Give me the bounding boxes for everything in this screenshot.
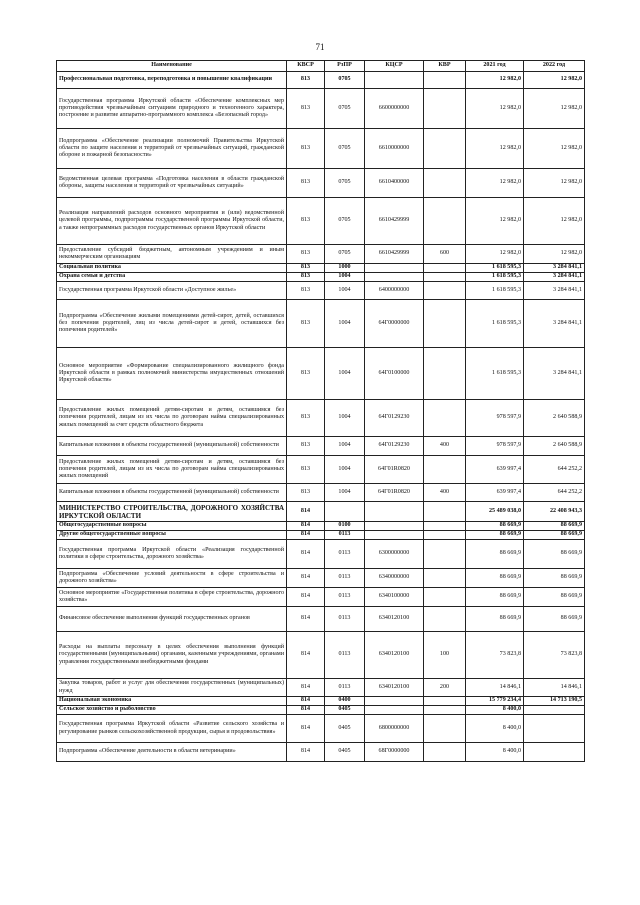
- row-kcsr-cell: 64Г0129230: [365, 437, 424, 456]
- row-kvr-cell: [424, 72, 466, 89]
- row-kvr-cell: [424, 502, 466, 522]
- row-kvr-cell: 400: [424, 437, 466, 456]
- row-2022-cell: 3 284 841,1: [524, 300, 585, 348]
- row-2021-cell: 12 982,0: [466, 198, 524, 245]
- row-kvr-cell: [424, 569, 466, 588]
- row-2022-cell: 88 669,9: [524, 522, 585, 531]
- row-kvr-cell: [424, 697, 466, 706]
- table-row: [57, 400, 585, 437]
- table-row: [57, 264, 585, 273]
- row-name-cell: Подпрограмма «Обеспечение реализации полномочий Правительства Иркутской области по защите населения и территорий от чрезвычайных ситуаций, гражданской обороне и пожарной безопасности»: [57, 129, 287, 169]
- row-kvr-cell: 400: [424, 484, 466, 502]
- table-body: [57, 72, 585, 762]
- row-2022-cell: [524, 706, 585, 715]
- row-kvsr-cell: 813: [287, 264, 325, 273]
- row-name-cell: Охрана семьи и детства: [57, 273, 287, 282]
- row-kvr-cell: [424, 743, 466, 762]
- page-number: 71: [315, 42, 325, 52]
- row-2021-cell: 1 618 595,3: [466, 300, 524, 348]
- row-kcsr-cell: 6800000000: [365, 715, 424, 743]
- table-header-row: [57, 61, 585, 72]
- row-2022-cell: 12 982,0: [524, 129, 585, 169]
- row-kvr-cell: [424, 273, 466, 282]
- row-rzpr-cell: 1004: [325, 484, 365, 502]
- row-2022-cell: 22 408 943,3: [524, 502, 585, 522]
- table-row: [57, 169, 585, 198]
- row-name-cell: Государственная программа Иркутской области «Обеспечение комплексных мер противодействия чрезвычайным ситуациям природного и техногенного характера, построение и развитие аппаратно-программного комплекса «Безопасный город»: [57, 89, 287, 129]
- row-2021-cell: 12 982,0: [466, 129, 524, 169]
- row-kcsr-cell: 6340120100: [365, 679, 424, 697]
- row-rzpr-cell: 0113: [325, 632, 365, 679]
- row-kcsr-cell: [365, 697, 424, 706]
- table-row: [57, 607, 585, 632]
- row-kcsr-cell: 6610429999: [365, 245, 424, 264]
- row-name-cell: Государственная программа Иркутской области «Реализация государственной политики в сфере строительства, дорожного хозяйства»: [57, 540, 287, 569]
- table-row: [57, 72, 585, 89]
- table-row: [57, 540, 585, 569]
- row-name-cell: Другие общегосударственные вопросы: [57, 531, 287, 540]
- row-2022-cell: 12 982,0: [524, 72, 585, 89]
- row-kcsr-cell: 6610429999: [365, 198, 424, 245]
- row-kcsr-cell: 64Г0000000: [365, 300, 424, 348]
- row-name-cell: Подпрограмма «Обеспечение жилыми помещениями детей-сирот, детей, оставшихся без попечения родителей, лиц из числа детей-сирот и детей, оставшихся без попечения родителей»: [57, 300, 287, 348]
- row-kvr-cell: [424, 715, 466, 743]
- row-2022-cell: 2 640 588,9: [524, 400, 585, 437]
- row-name-cell: Подпрограмма «Обеспечение деятельности в области ветеринарии»: [57, 743, 287, 762]
- header-kcsr: КЦСР: [365, 61, 424, 72]
- row-2021-cell: 12 982,0: [466, 89, 524, 129]
- row-kvsr-cell: 814: [287, 706, 325, 715]
- row-name-cell: Финансовое обеспечение выполнения функций государственных органов: [57, 607, 287, 632]
- table-row: [57, 531, 585, 540]
- row-name-cell: Предоставление жилых помещений детям-сиротам и детям, оставшимся без попечения родителей, лицам из их числа по договорам найма специализированных жилых помещений: [57, 456, 287, 484]
- row-rzpr-cell: 0113: [325, 607, 365, 632]
- row-kvsr-cell: 813: [287, 169, 325, 198]
- row-kcsr-cell: 6300000000: [365, 540, 424, 569]
- row-rzpr-cell: 0405: [325, 715, 365, 743]
- row-kvr-cell: [424, 129, 466, 169]
- row-2022-cell: [524, 743, 585, 762]
- row-kvr-cell: [424, 282, 466, 300]
- row-kvsr-cell: 813: [287, 348, 325, 400]
- row-2021-cell: 8 400,0: [466, 743, 524, 762]
- row-2021-cell: 88 669,9: [466, 607, 524, 632]
- table-row: [57, 89, 585, 129]
- row-rzpr-cell: 0705: [325, 245, 365, 264]
- table-row: [57, 706, 585, 715]
- row-2021-cell: 1 618 595,3: [466, 264, 524, 273]
- header-kvsr: КВСР: [287, 61, 325, 72]
- row-kvsr-cell: 814: [287, 531, 325, 540]
- row-kvsr-cell: 813: [287, 400, 325, 437]
- table-row: [57, 632, 585, 679]
- table-row: [57, 129, 585, 169]
- row-name-cell: Закупка товаров, работ и услуг для обеспечения государственных (муниципальных) нужд: [57, 679, 287, 697]
- row-name-cell: Капитальные вложения в объекты государственной (муниципальной) собственности: [57, 484, 287, 502]
- row-rzpr-cell: 1004: [325, 282, 365, 300]
- row-2021-cell: 12 982,0: [466, 169, 524, 198]
- row-rzpr-cell: 1000: [325, 264, 365, 273]
- row-kvr-cell: [424, 348, 466, 400]
- row-kvsr-cell: 813: [287, 456, 325, 484]
- row-rzpr-cell: 0705: [325, 129, 365, 169]
- header-name: Наименование: [57, 61, 287, 72]
- row-kvsr-cell: 814: [287, 540, 325, 569]
- table-row: [57, 245, 585, 264]
- row-name-cell: Ведомственная целевая программа «Подготовка населения в области гражданской обороны, защиты населения и территорий от чрезвычайных ситуаций»: [57, 169, 287, 198]
- row-2022-cell: 12 982,0: [524, 89, 585, 129]
- row-kvr-cell: [424, 456, 466, 484]
- row-2022-cell: 73 823,8: [524, 632, 585, 679]
- table-row: [57, 569, 585, 588]
- row-kvsr-cell: 813: [287, 437, 325, 456]
- row-2021-cell: 73 823,8: [466, 632, 524, 679]
- row-2022-cell: 3 284 841,1: [524, 273, 585, 282]
- header-kvr: КВР: [424, 61, 466, 72]
- row-kcsr-cell: 64Г0100000: [365, 348, 424, 400]
- row-2021-cell: 8 400,0: [466, 706, 524, 715]
- row-name-cell: Основное мероприятие «Формирование специализированного жилищного фонда Иркутской области в рамках полномочий министерства имущественных отношений Иркутской области»: [57, 348, 287, 400]
- row-rzpr-cell: 0400: [325, 697, 365, 706]
- row-kvr-cell: [424, 169, 466, 198]
- row-2021-cell: 1 618 595,3: [466, 273, 524, 282]
- table-row: [57, 715, 585, 743]
- row-name-cell: Государственная программа Иркутской области «Доступное жилье»: [57, 282, 287, 300]
- row-rzpr-cell: 1004: [325, 300, 365, 348]
- row-rzpr-cell: 0113: [325, 588, 365, 607]
- row-2021-cell: 15 779 234,4: [466, 697, 524, 706]
- row-kcsr-cell: [365, 522, 424, 531]
- row-kvsr-cell: 814: [287, 679, 325, 697]
- row-kvr-cell: [424, 264, 466, 273]
- row-2021-cell: 1 618 595,3: [466, 282, 524, 300]
- row-kcsr-cell: [365, 706, 424, 715]
- row-kcsr-cell: [365, 531, 424, 540]
- row-name-cell: Подпрограмма «Обеспечение условий деятельности в сфере строительства и дорожного хозяйства»: [57, 569, 287, 588]
- row-rzpr-cell: 0405: [325, 706, 365, 715]
- row-kcsr-cell: 6340120100: [365, 632, 424, 679]
- table-row: [57, 282, 585, 300]
- row-2022-cell: 88 669,9: [524, 531, 585, 540]
- row-name-cell: МИНИСТЕРСТВО СТРОИТЕЛЬСТВА, ДОРОЖНОГО ХОЗЯЙСТВА ИРКУТСКОЙ ОБЛАСТИ: [57, 502, 287, 522]
- row-kvr-cell: [424, 522, 466, 531]
- row-kcsr-cell: 6400000000: [365, 282, 424, 300]
- row-kvsr-cell: 813: [287, 484, 325, 502]
- row-2022-cell: 644 252,2: [524, 484, 585, 502]
- row-kvr-cell: [424, 607, 466, 632]
- row-kvsr-cell: 813: [287, 245, 325, 264]
- table-row: [57, 679, 585, 697]
- row-2021-cell: 639 997,4: [466, 456, 524, 484]
- row-2022-cell: 14 846,1: [524, 679, 585, 697]
- row-2021-cell: 25 489 038,0: [466, 502, 524, 522]
- row-rzpr-cell: 0405: [325, 743, 365, 762]
- row-2022-cell: 88 669,9: [524, 540, 585, 569]
- row-name-cell: Капитальные вложения в объекты государственной (муниципальной) собственности: [57, 437, 287, 456]
- row-kcsr-cell: 6600000000: [365, 89, 424, 129]
- row-kcsr-cell: 68Г0000000: [365, 743, 424, 762]
- row-2021-cell: 8 400,0: [466, 715, 524, 743]
- row-kvr-cell: [424, 89, 466, 129]
- row-2021-cell: 88 669,9: [466, 531, 524, 540]
- row-name-cell: Общегосударственные вопросы: [57, 522, 287, 531]
- row-2021-cell: 639 997,4: [466, 484, 524, 502]
- row-kvr-cell: [424, 706, 466, 715]
- row-kvr-cell: 200: [424, 679, 466, 697]
- row-rzpr-cell: 0705: [325, 89, 365, 129]
- row-kvsr-cell: 813: [287, 198, 325, 245]
- row-2022-cell: 3 284 841,1: [524, 264, 585, 273]
- row-rzpr-cell: 0705: [325, 169, 365, 198]
- row-kcsr-cell: [365, 72, 424, 89]
- row-kvr-cell: [424, 540, 466, 569]
- budget-table: [56, 60, 585, 762]
- row-name-cell: Предоставление субсидий бюджетным, автономным учреждениям и иным некоммерческим организациям: [57, 245, 287, 264]
- table-row: [57, 522, 585, 531]
- row-2022-cell: 12 982,0: [524, 198, 585, 245]
- table-row: [57, 348, 585, 400]
- row-rzpr-cell: [325, 502, 365, 522]
- row-2022-cell: 12 982,0: [524, 245, 585, 264]
- row-kcsr-cell: [365, 264, 424, 273]
- row-rzpr-cell: 0113: [325, 540, 365, 569]
- row-kvr-cell: 100: [424, 632, 466, 679]
- row-kcsr-cell: [365, 502, 424, 522]
- row-kvsr-cell: 813: [287, 89, 325, 129]
- row-name-cell: Реализация направлений расходов основного мероприятия и (или) ведомственной целевой программы, подпрограммы государственной программы Иркутской области, а также непрограммных расходов государственных органов Иркутской области: [57, 198, 287, 245]
- row-name-cell: Национальная экономика: [57, 697, 287, 706]
- row-name-cell: Сельское хозяйство и рыболовство: [57, 706, 287, 715]
- row-kcsr-cell: 6340100000: [365, 588, 424, 607]
- row-kvr-cell: [424, 198, 466, 245]
- row-2022-cell: 3 284 841,1: [524, 348, 585, 400]
- row-2021-cell: 88 669,9: [466, 588, 524, 607]
- row-kvsr-cell: 813: [287, 300, 325, 348]
- row-rzpr-cell: 0113: [325, 569, 365, 588]
- header-rzpr: РзПР: [325, 61, 365, 72]
- row-kvsr-cell: 813: [287, 273, 325, 282]
- row-rzpr-cell: 1004: [325, 456, 365, 484]
- row-2021-cell: 14 846,1: [466, 679, 524, 697]
- row-kcsr-cell: 6610000000: [365, 129, 424, 169]
- row-rzpr-cell: 1004: [325, 400, 365, 437]
- row-2022-cell: 88 669,9: [524, 607, 585, 632]
- row-rzpr-cell: 1004: [325, 437, 365, 456]
- row-kvsr-cell: 814: [287, 502, 325, 522]
- row-kvr-cell: [424, 300, 466, 348]
- row-rzpr-cell: 0705: [325, 198, 365, 245]
- row-2021-cell: 88 669,9: [466, 522, 524, 531]
- row-kvsr-cell: 813: [287, 282, 325, 300]
- row-2021-cell: 12 982,0: [466, 72, 524, 89]
- row-2022-cell: [524, 715, 585, 743]
- table-row: [57, 456, 585, 484]
- table-row: [57, 743, 585, 762]
- row-name-cell: Социальная политика: [57, 264, 287, 273]
- row-kcsr-cell: 6610400000: [365, 169, 424, 198]
- row-name-cell: Расходы на выплаты персоналу в целях обеспечения выполнения функций государственными (муниципальными) органами, казенными учреждениями, органами управления государственными внебюджетными фондами: [57, 632, 287, 679]
- row-kvsr-cell: 814: [287, 588, 325, 607]
- row-name-cell: Основное мероприятие «Государственная политика в сфере строительства, дорожного хозяйства»: [57, 588, 287, 607]
- row-2022-cell: 88 669,9: [524, 588, 585, 607]
- header-2022: 2022 год: [524, 61, 585, 72]
- row-name-cell: Предоставление жилых помещений детям-сиротам и детям, оставшимся без попечения родителей, лицам из их числа по договорам найма специализированных жилых помещений за счет средств областного бюджета: [57, 400, 287, 437]
- row-2022-cell: 12 982,0: [524, 169, 585, 198]
- row-kcsr-cell: 64Г01R0820: [365, 456, 424, 484]
- row-kcsr-cell: 6340120100: [365, 607, 424, 632]
- row-name-cell: Профессиональная подготовка, переподготовка и повышение квалификации: [57, 72, 287, 89]
- row-2022-cell: 644 252,2: [524, 456, 585, 484]
- row-rzpr-cell: 0113: [325, 679, 365, 697]
- table-row: [57, 273, 585, 282]
- row-rzpr-cell: 1004: [325, 273, 365, 282]
- row-2022-cell: 3 284 841,1: [524, 282, 585, 300]
- table-row: [57, 300, 585, 348]
- row-2022-cell: 88 669,9: [524, 569, 585, 588]
- row-2021-cell: 1 618 595,3: [466, 348, 524, 400]
- row-rzpr-cell: 0705: [325, 72, 365, 89]
- row-kvsr-cell: 814: [287, 697, 325, 706]
- row-kvsr-cell: 814: [287, 522, 325, 531]
- row-kvr-cell: [424, 588, 466, 607]
- row-kvsr-cell: 813: [287, 129, 325, 169]
- row-kvsr-cell: 814: [287, 743, 325, 762]
- table-row: [57, 437, 585, 456]
- row-2021-cell: 978 597,9: [466, 437, 524, 456]
- table-row: [57, 502, 585, 522]
- row-kcsr-cell: [365, 273, 424, 282]
- row-kcsr-cell: 6340000000: [365, 569, 424, 588]
- row-2021-cell: 88 669,9: [466, 569, 524, 588]
- row-kvsr-cell: 814: [287, 632, 325, 679]
- row-rzpr-cell: 1004: [325, 348, 365, 400]
- row-kvsr-cell: 813: [287, 72, 325, 89]
- row-2022-cell: 2 640 588,9: [524, 437, 585, 456]
- row-kvr-cell: 600: [424, 245, 466, 264]
- table-row: [57, 198, 585, 245]
- row-kvr-cell: [424, 400, 466, 437]
- header-2021: 2021 год: [466, 61, 524, 72]
- table-row: [57, 697, 585, 706]
- row-kvsr-cell: 814: [287, 715, 325, 743]
- row-2021-cell: 88 669,9: [466, 540, 524, 569]
- row-kcsr-cell: 64Г01R0820: [365, 484, 424, 502]
- row-kcsr-cell: 64Г0129230: [365, 400, 424, 437]
- table-row: [57, 588, 585, 607]
- row-kvr-cell: [424, 531, 466, 540]
- row-2021-cell: 978 597,9: [466, 400, 524, 437]
- row-kvsr-cell: 814: [287, 569, 325, 588]
- row-2021-cell: 12 982,0: [466, 245, 524, 264]
- table-row: [57, 484, 585, 502]
- row-rzpr-cell: 0100: [325, 522, 365, 531]
- row-name-cell: Государственная программа Иркутской области «Развитие сельского хозяйства и регулирование рынков сельскохозяйственной продукции, сырья и продовольствия»: [57, 715, 287, 743]
- row-2022-cell: 14 713 190,5: [524, 697, 585, 706]
- row-kvsr-cell: 814: [287, 607, 325, 632]
- row-rzpr-cell: 0113: [325, 531, 365, 540]
